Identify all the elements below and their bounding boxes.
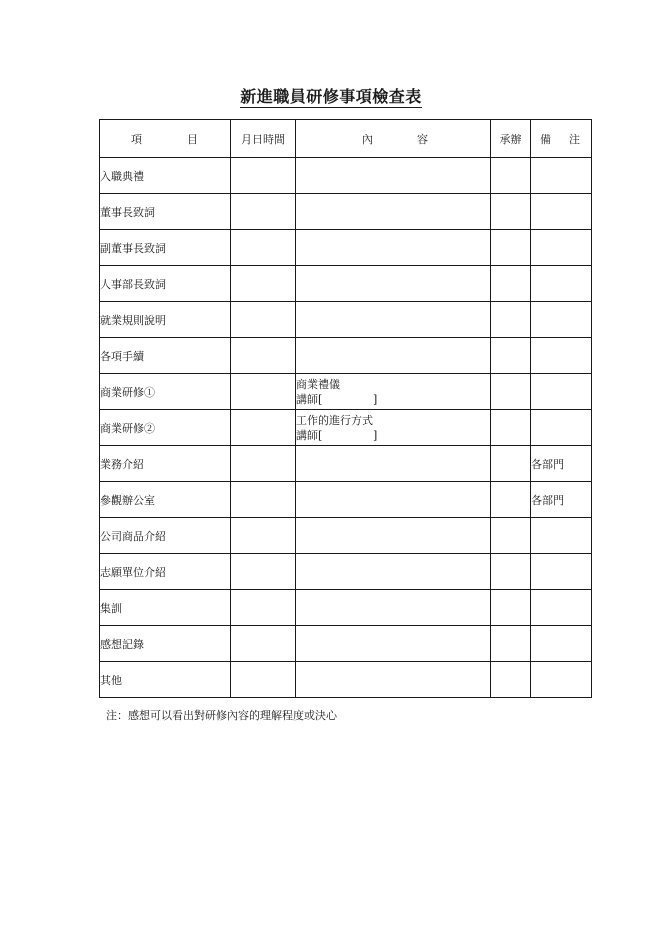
content-topic: 工作的進行方式 xyxy=(296,413,373,427)
lecturer-line xyxy=(296,428,490,443)
item-cell: 商業研修① xyxy=(100,374,231,410)
content-cell[interactable] xyxy=(296,626,491,662)
item-cell: 業務介紹 xyxy=(100,446,231,482)
header-note-char-1: 備 xyxy=(540,132,551,146)
item-cell: 商業研修② xyxy=(100,410,231,446)
table-row xyxy=(100,446,592,482)
item-cell: 參觀辦公室 xyxy=(100,482,231,518)
table-row xyxy=(100,230,592,266)
handler-cell[interactable] xyxy=(491,626,531,662)
handler-cell[interactable] xyxy=(491,194,531,230)
table-row xyxy=(100,158,592,194)
date-cell[interactable] xyxy=(231,482,296,518)
table-row xyxy=(100,410,592,446)
content-cell[interactable] xyxy=(296,482,491,518)
content-topic: 商業禮儀 xyxy=(296,377,340,391)
content-cell[interactable] xyxy=(296,374,491,410)
checklist-table xyxy=(99,119,592,698)
date-cell[interactable] xyxy=(231,446,296,482)
handler-cell[interactable] xyxy=(491,662,531,698)
handler-cell[interactable] xyxy=(491,302,531,338)
table-row xyxy=(100,374,592,410)
handler-cell[interactable] xyxy=(491,482,531,518)
date-cell[interactable] xyxy=(231,374,296,410)
lecturer-label: 講師[ xyxy=(296,428,323,442)
note-cell: 各部門 xyxy=(531,482,592,518)
handler-cell[interactable] xyxy=(491,410,531,446)
item-cell: 就業規則說明 xyxy=(100,302,231,338)
table-row xyxy=(100,590,592,626)
header-content xyxy=(296,120,491,158)
content-cell[interactable] xyxy=(296,446,491,482)
item-cell: 公司商品介紹 xyxy=(100,518,231,554)
date-cell[interactable] xyxy=(231,266,296,302)
note-cell xyxy=(531,158,592,194)
handler-cell[interactable] xyxy=(491,266,531,302)
note-cell: 各部門 xyxy=(531,446,592,482)
table-header-row xyxy=(100,120,592,158)
header-item-char-1: 項 xyxy=(131,132,142,146)
handler-cell[interactable] xyxy=(491,230,531,266)
handler-cell[interactable] xyxy=(491,158,531,194)
page-title xyxy=(0,84,662,107)
content-cell[interactable] xyxy=(296,554,491,590)
lecturer-bracket-close: ] xyxy=(373,392,378,406)
header-item xyxy=(100,120,231,158)
header-note-char-2: 注 xyxy=(569,132,580,146)
table-row xyxy=(100,302,592,338)
date-cell[interactable] xyxy=(231,626,296,662)
content-cell[interactable] xyxy=(296,662,491,698)
table-row xyxy=(100,554,592,590)
item-cell: 董事長致詞 xyxy=(100,194,231,230)
content-cell[interactable] xyxy=(296,158,491,194)
note-cell xyxy=(531,338,592,374)
handler-cell[interactable] xyxy=(491,446,531,482)
date-cell[interactable] xyxy=(231,590,296,626)
note-cell xyxy=(531,590,592,626)
header-item-char-2: 目 xyxy=(187,132,198,146)
content-cell[interactable] xyxy=(296,518,491,554)
handler-cell[interactable] xyxy=(491,374,531,410)
content-cell[interactable] xyxy=(296,410,491,446)
handler-cell[interactable] xyxy=(491,590,531,626)
date-cell[interactable] xyxy=(231,662,296,698)
item-cell: 各項手續 xyxy=(100,338,231,374)
header-handler: 承辦 xyxy=(491,120,531,158)
content-cell[interactable] xyxy=(296,338,491,374)
handler-cell[interactable] xyxy=(491,338,531,374)
item-cell: 人事部長致詞 xyxy=(100,266,231,302)
note-cell xyxy=(531,554,592,590)
item-cell: 志願單位介紹 xyxy=(100,554,231,590)
note-cell xyxy=(531,410,592,446)
note-cell xyxy=(531,230,592,266)
item-cell: 其他 xyxy=(100,662,231,698)
table-row xyxy=(100,518,592,554)
lecturer-line xyxy=(296,392,490,407)
header-content-char-2: 容 xyxy=(417,132,428,146)
table-row xyxy=(100,482,592,518)
header-date: 月日時間 xyxy=(231,120,296,158)
note-cell xyxy=(531,302,592,338)
content-cell[interactable] xyxy=(296,302,491,338)
page-title-text: 新進職員研修事項檢查表 xyxy=(240,87,422,106)
table-row xyxy=(100,662,592,698)
content-cell[interactable] xyxy=(296,266,491,302)
date-cell[interactable] xyxy=(231,338,296,374)
note-cell xyxy=(531,518,592,554)
date-cell[interactable] xyxy=(231,410,296,446)
note-cell xyxy=(531,374,592,410)
note-cell xyxy=(531,626,592,662)
handler-cell[interactable] xyxy=(491,518,531,554)
table-row xyxy=(100,626,592,662)
date-cell[interactable] xyxy=(231,518,296,554)
date-cell[interactable] xyxy=(231,302,296,338)
content-cell[interactable] xyxy=(296,590,491,626)
note-cell xyxy=(531,266,592,302)
content-cell[interactable] xyxy=(296,230,491,266)
table-body xyxy=(100,158,592,698)
handler-cell[interactable] xyxy=(491,554,531,590)
table-row xyxy=(100,338,592,374)
lecturer-bracket-close: ] xyxy=(373,428,378,442)
date-cell[interactable] xyxy=(231,158,296,194)
lecturer-label: 講師[ xyxy=(296,392,323,406)
item-cell: 入職典禮 xyxy=(100,158,231,194)
item-cell: 感想記錄 xyxy=(100,626,231,662)
item-cell: 副董事長致詞 xyxy=(100,230,231,266)
header-note xyxy=(531,120,592,158)
date-cell[interactable] xyxy=(231,194,296,230)
header-content-char-1: 內 xyxy=(362,132,373,146)
date-cell[interactable] xyxy=(231,230,296,266)
note-cell xyxy=(531,662,592,698)
table-row xyxy=(100,194,592,230)
item-cell: 集訓 xyxy=(100,590,231,626)
footnote: 注：感想可以看出對研修內容的理解程度或決心 xyxy=(106,709,337,722)
content-cell[interactable] xyxy=(296,194,491,230)
table-row xyxy=(100,266,592,302)
date-cell[interactable] xyxy=(231,554,296,590)
note-cell xyxy=(531,194,592,230)
